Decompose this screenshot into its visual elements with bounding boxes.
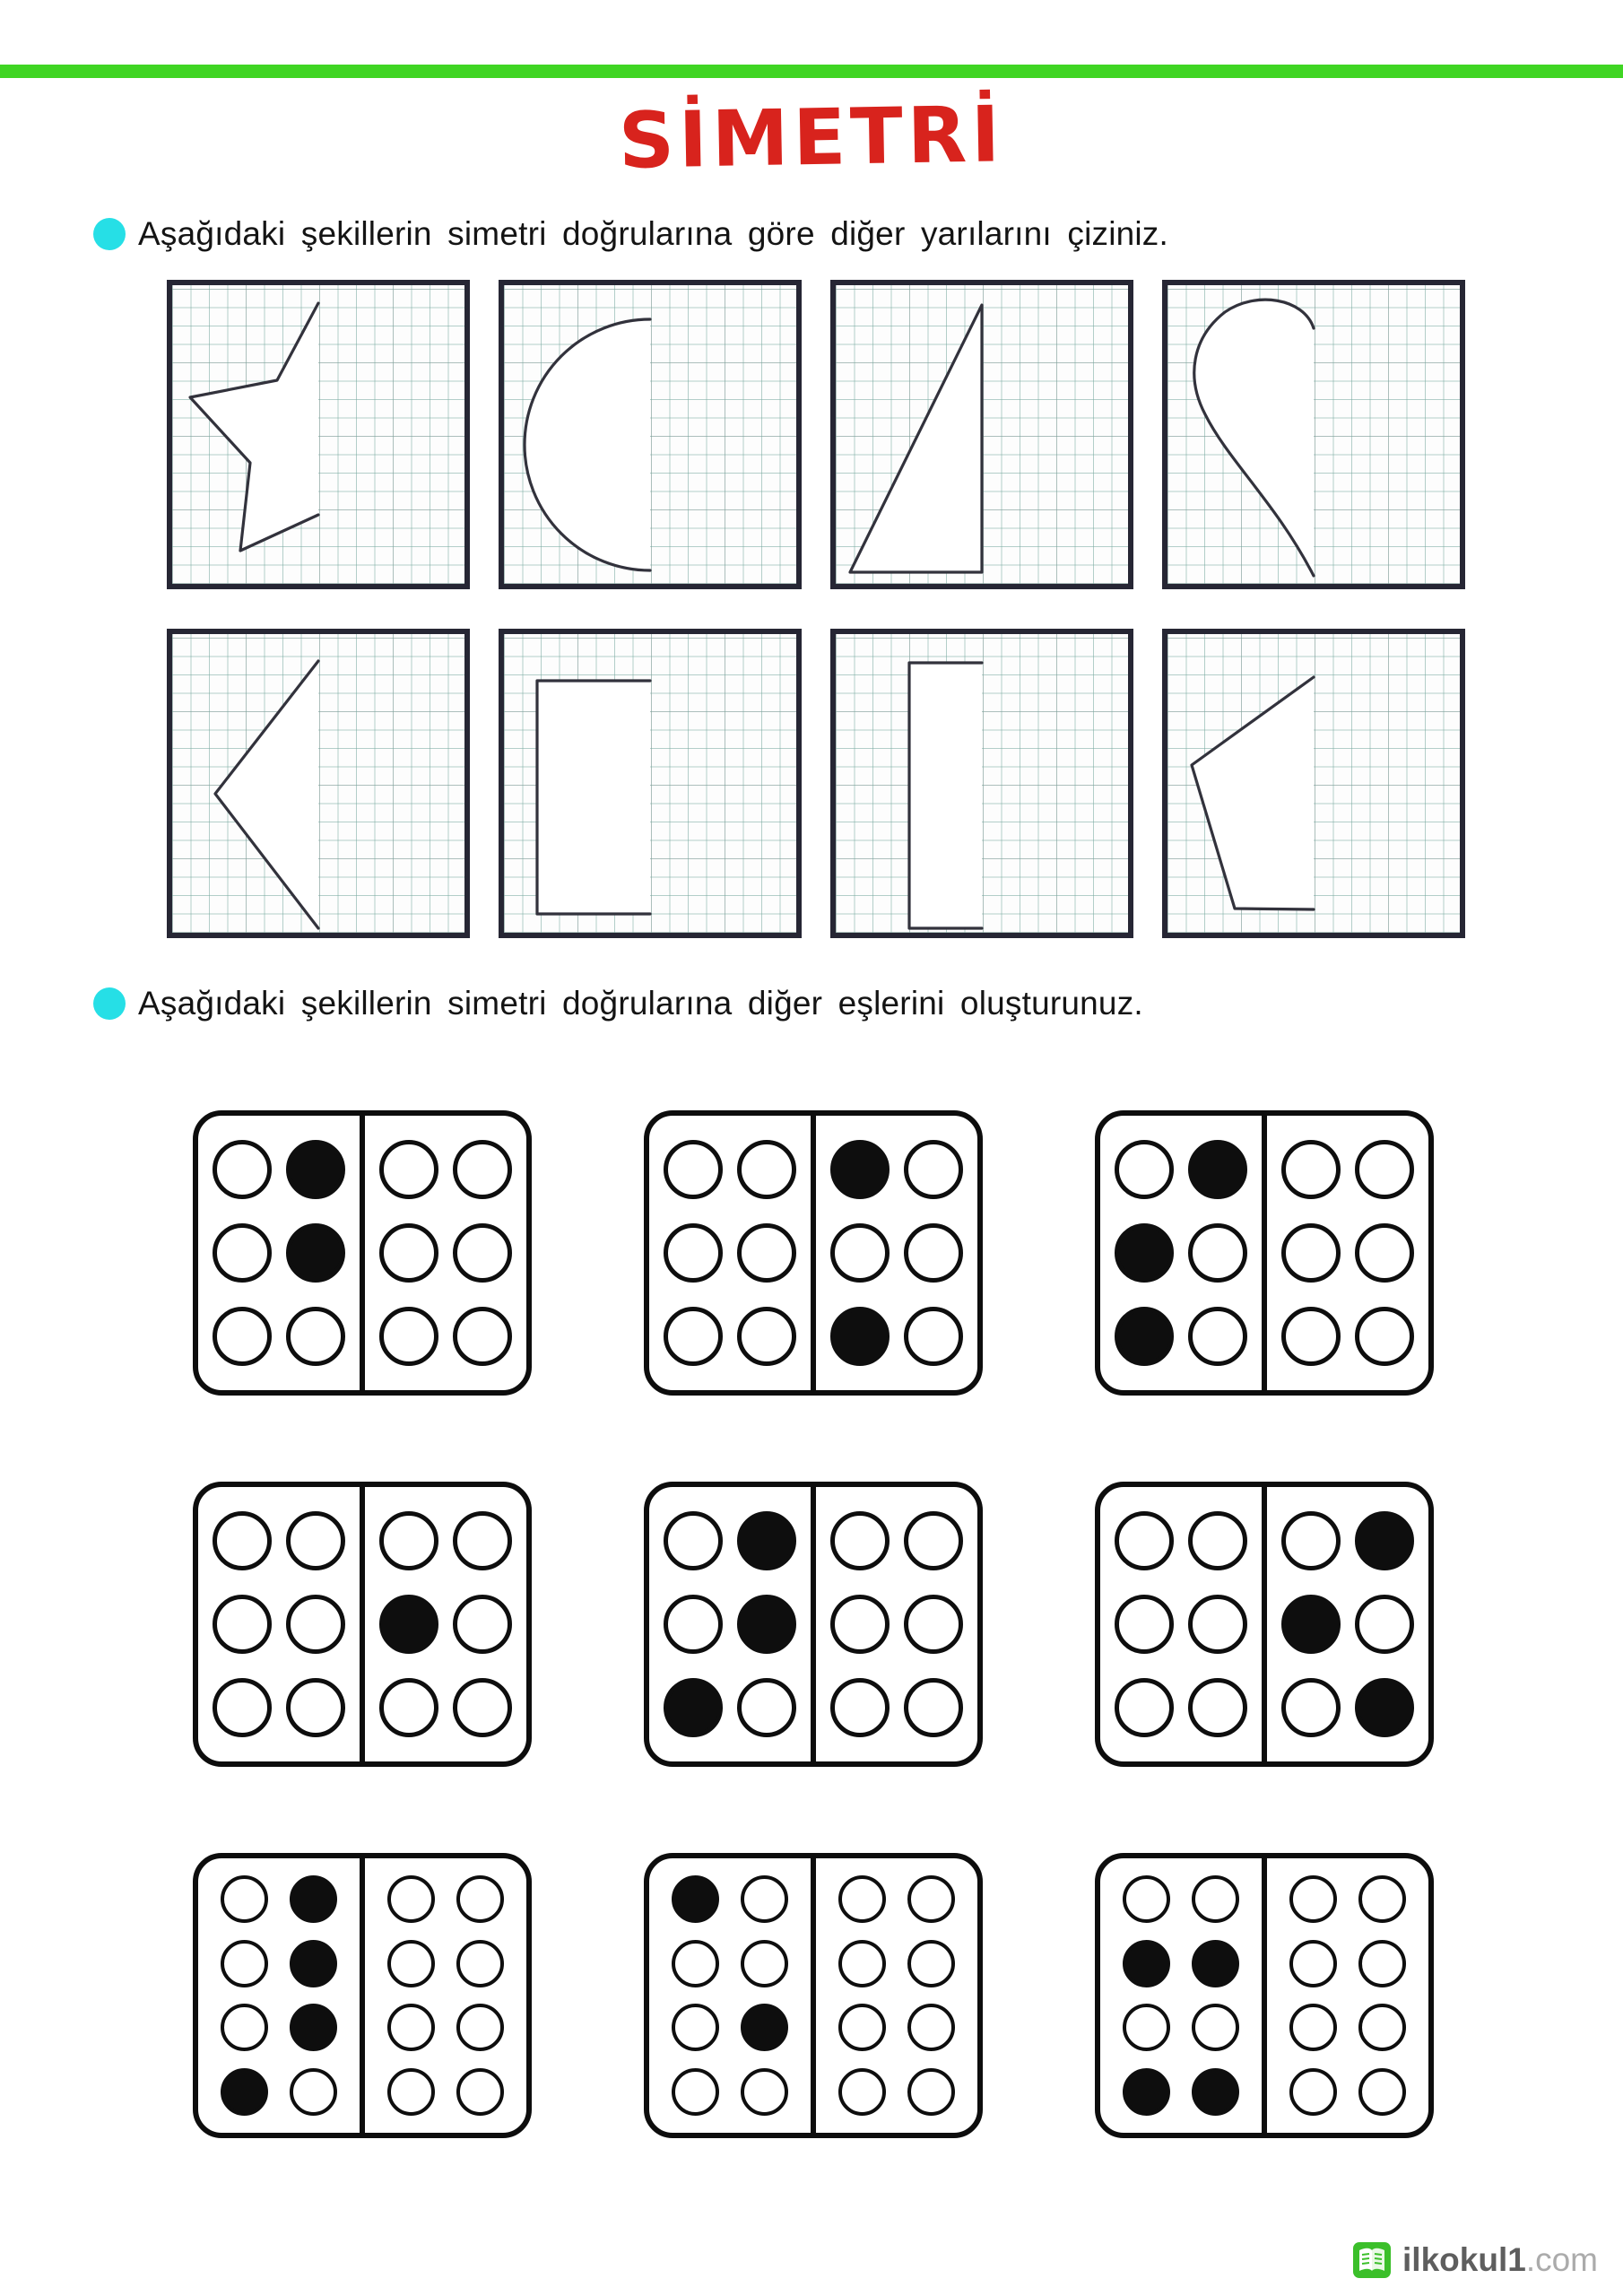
domino-dot-empty[interactable] [379,1307,438,1366]
domino-dot-empty[interactable] [830,1511,890,1570]
half-star-outline [172,285,464,584]
domino-left-half [198,1487,365,1761]
domino-dot-empty[interactable] [830,1678,890,1737]
brand-name: ilkokul1 [1402,2241,1526,2278]
domino-dot-filled[interactable] [1123,1940,1170,1987]
domino-dot-empty[interactable] [1188,1307,1247,1366]
domino-dot-empty[interactable] [453,1511,512,1570]
domino-dot-empty[interactable] [672,2004,719,2051]
domino-dot-empty[interactable] [1188,1511,1247,1570]
domino-dot-filled[interactable] [290,1875,337,1923]
domino-card-1 [193,1110,532,1396]
domino-dot-filled[interactable] [1192,1940,1239,1987]
half-rectangle-wide-outline [504,634,796,933]
domino-card-9 [1095,1853,1434,2138]
domino-right-half [365,1858,526,2133]
domino-dot-empty[interactable] [286,1595,345,1654]
domino-dot-empty[interactable] [741,1940,788,1987]
domino-dot-filled[interactable] [1188,1140,1247,1199]
domino-dot-filled[interactable] [737,1511,796,1570]
domino-card-6 [1095,1482,1434,1767]
grid-canvas-half-circle[interactable] [499,280,802,589]
domino-dot-empty[interactable] [904,1678,963,1737]
grid-canvas-chevron-left[interactable] [167,629,470,938]
grid-canvas-half-heart[interactable] [1162,280,1465,589]
domino-right-half [1267,1116,1428,1390]
domino-dot-filled[interactable] [290,2004,337,2051]
domino-dot-filled[interactable] [1355,1511,1414,1570]
domino-dot-empty[interactable] [737,1140,796,1199]
header-accent-bar [0,65,1623,78]
domino-dot-empty[interactable] [1115,1678,1174,1737]
domino-dot-empty[interactable] [904,1595,963,1654]
domino-dot-filled[interactable] [1355,1678,1414,1737]
instruction-1-text: Aşağıdaki şekillerin simetri doğrularına göre diğer yarılarını çiziniz. [138,215,1168,252]
domino-dot-empty[interactable] [456,2068,504,2116]
domino-dot-empty[interactable] [830,1223,890,1283]
domino-dot-empty[interactable] [387,1875,435,1923]
domino-dot-empty[interactable] [907,2004,955,2051]
domino-left-half [649,1116,816,1390]
domino-dot-empty[interactable] [379,1223,438,1283]
domino-dot-empty[interactable] [1123,2004,1170,2051]
domino-dot-empty[interactable] [379,1678,438,1737]
domino-dot-filled[interactable] [221,2068,268,2116]
domino-dot-empty[interactable] [1115,1595,1174,1654]
domino-dot-empty[interactable] [1358,2068,1406,2116]
domino-dot-empty[interactable] [904,1140,963,1199]
domino-card-4 [193,1482,532,1767]
half-pentagon-outline [1167,634,1460,933]
domino-dot-empty[interactable] [1281,1678,1341,1737]
domino-card-7 [193,1853,532,2138]
domino-dot-empty[interactable] [1281,1511,1341,1570]
domino-dot-empty[interactable] [907,2068,955,2116]
chevron-left-outline [172,634,464,933]
domino-dot-empty[interactable] [741,2068,788,2116]
domino-dot-filled[interactable] [286,1140,345,1199]
domino-dot-empty[interactable] [838,1940,886,1987]
instruction-2-text: Aşağıdaki şekillerin simetri doğrularına diğer eşlerini oluşturunuz. [138,985,1143,1022]
domino-dot-filled[interactable] [741,2004,788,2051]
domino-left-half [649,1487,816,1761]
grid-canvas-half-star[interactable] [167,280,470,589]
domino-dot-empty[interactable] [1115,1511,1174,1570]
domino-dot-empty[interactable] [737,1307,796,1366]
domino-dot-empty[interactable] [213,1140,272,1199]
domino-dot-empty[interactable] [1281,1223,1341,1283]
half-circle-outline [504,285,796,584]
domino-dot-empty[interactable] [221,1940,268,1987]
domino-dot-filled[interactable] [290,1940,337,1987]
domino-dot-filled[interactable] [664,1678,723,1737]
instruction-1 [93,215,1168,253]
domino-dot-empty[interactable] [1289,1940,1337,1987]
right-triangle-outline [836,285,1128,584]
domino-card-2 [644,1110,983,1396]
half-heart-outline [1167,285,1460,584]
domino-right-half [816,1487,977,1761]
domino-dot-empty[interactable] [213,1678,272,1737]
domino-dot-filled[interactable] [830,1140,890,1199]
domino-dot-empty[interactable] [1192,2004,1239,2051]
domino-right-half [1267,1858,1428,2133]
footer-brand [1350,2239,1598,2282]
bullet-icon [93,987,126,1020]
domino-dot-empty[interactable] [379,1511,438,1570]
domino-dot-empty[interactable] [1289,2068,1337,2116]
domino-dot-empty[interactable] [741,1875,788,1923]
domino-dot-empty[interactable] [1188,1223,1247,1283]
domino-card-5 [644,1482,983,1767]
domino-dot-empty[interactable] [453,1307,512,1366]
domino-dot-empty[interactable] [1188,1678,1247,1737]
domino-dot-empty[interactable] [1192,1875,1239,1923]
domino-dot-empty[interactable] [213,1511,272,1570]
domino-dot-empty[interactable] [664,1595,723,1654]
domino-dot-empty[interactable] [664,1307,723,1366]
symmetry-shape-grid [167,280,1465,938]
domino-dot-empty[interactable] [664,1140,723,1199]
domino-dot-filled[interactable] [1123,2068,1170,2116]
domino-dot-empty[interactable] [830,1595,890,1654]
domino-dot-empty[interactable] [387,1940,435,1987]
domino-dot-filled[interactable] [1192,2068,1239,2116]
domino-right-half [816,1116,977,1390]
domino-dot-empty[interactable] [904,1223,963,1283]
grid-canvas-right-triangle[interactable] [830,280,1133,589]
domino-dot-empty[interactable] [453,1223,512,1283]
domino-dot-filled[interactable] [1281,1595,1341,1654]
domino-dot-empty[interactable] [221,1875,268,1923]
domino-dot-empty[interactable] [1355,1140,1414,1199]
brand-suffix: .com [1525,2241,1598,2278]
domino-dot-empty[interactable] [737,1223,796,1283]
domino-dot-empty[interactable] [213,1223,272,1283]
grid-canvas-half-rectangle-wide[interactable] [499,629,802,938]
domino-dot-empty[interactable] [1188,1595,1247,1654]
domino-dot-empty[interactable] [453,1595,512,1654]
grid-canvas-half-rectangle-tall[interactable] [830,629,1133,938]
domino-dot-empty[interactable] [387,2068,435,2116]
domino-right-half [365,1116,526,1390]
domino-dot-filled[interactable] [1115,1307,1174,1366]
domino-left-half [1100,1858,1267,2133]
domino-dot-filled[interactable] [379,1595,438,1654]
domino-dot-empty[interactable] [672,2068,719,2116]
domino-dot-empty[interactable] [664,1223,723,1283]
domino-dot-empty[interactable] [379,1140,438,1199]
book-logo-icon [1350,2239,1393,2282]
domino-dot-empty[interactable] [1358,1940,1406,1987]
domino-dot-empty[interactable] [904,1307,963,1366]
domino-dot-filled[interactable] [737,1595,796,1654]
domino-dot-empty[interactable] [1123,1875,1170,1923]
domino-dot-filled[interactable] [830,1307,890,1366]
brand-text [1402,2241,1598,2279]
domino-left-half [1100,1116,1267,1390]
domino-dot-empty[interactable] [1358,2004,1406,2051]
domino-grid [193,1110,1434,2138]
domino-dot-empty[interactable] [1281,1307,1341,1366]
domino-left-half [198,1858,365,2133]
domino-right-half [365,1487,526,1761]
domino-dot-empty[interactable] [286,1678,345,1737]
domino-dot-empty[interactable] [838,1875,886,1923]
domino-dot-empty[interactable] [1289,1875,1337,1923]
domino-dot-empty[interactable] [672,1940,719,1987]
domino-dot-empty[interactable] [1281,1140,1341,1199]
domino-dot-empty[interactable] [1115,1140,1174,1199]
domino-dot-empty[interactable] [453,1678,512,1737]
domino-dot-empty[interactable] [221,2004,268,2051]
domino-dot-empty[interactable] [1355,1307,1414,1366]
domino-dot-empty[interactable] [213,1595,272,1654]
domino-dot-empty[interactable] [664,1511,723,1570]
domino-dot-empty[interactable] [1355,1223,1414,1283]
bullet-icon [93,218,126,250]
domino-dot-empty[interactable] [286,1307,345,1366]
domino-dot-filled[interactable] [672,1875,719,1923]
domino-dot-empty[interactable] [456,1875,504,1923]
domino-left-half [649,1858,816,2133]
domino-dot-filled[interactable] [1115,1223,1174,1283]
domino-dot-empty[interactable] [286,1511,345,1570]
domino-dot-empty[interactable] [904,1511,963,1570]
domino-dot-empty[interactable] [456,1940,504,1987]
domino-dot-empty[interactable] [838,2068,886,2116]
grid-canvas-half-pentagon[interactable] [1162,629,1465,938]
domino-dot-empty[interactable] [737,1678,796,1737]
domino-dot-empty[interactable] [456,2004,504,2051]
domino-dot-empty[interactable] [907,1940,955,1987]
page-title: SİMETRİ [618,90,1005,187]
half-rectangle-tall-outline [836,634,1128,933]
instruction-2 [93,985,1143,1022]
domino-dot-empty[interactable] [1355,1595,1414,1654]
domino-right-half [1267,1487,1428,1761]
domino-dot-empty[interactable] [1289,2004,1337,2051]
domino-left-half [198,1116,365,1390]
domino-card-8 [644,1853,983,2138]
domino-dot-filled[interactable] [286,1223,345,1283]
domino-dot-empty[interactable] [838,2004,886,2051]
domino-dot-empty[interactable] [1358,1875,1406,1923]
domino-left-half [1100,1487,1267,1761]
domino-card-3 [1095,1110,1434,1396]
domino-dot-empty[interactable] [453,1140,512,1199]
domino-dot-empty[interactable] [290,2068,337,2116]
domino-right-half [816,1858,977,2133]
domino-dot-empty[interactable] [213,1307,272,1366]
domino-dot-empty[interactable] [387,2004,435,2051]
domino-dot-empty[interactable] [907,1875,955,1923]
